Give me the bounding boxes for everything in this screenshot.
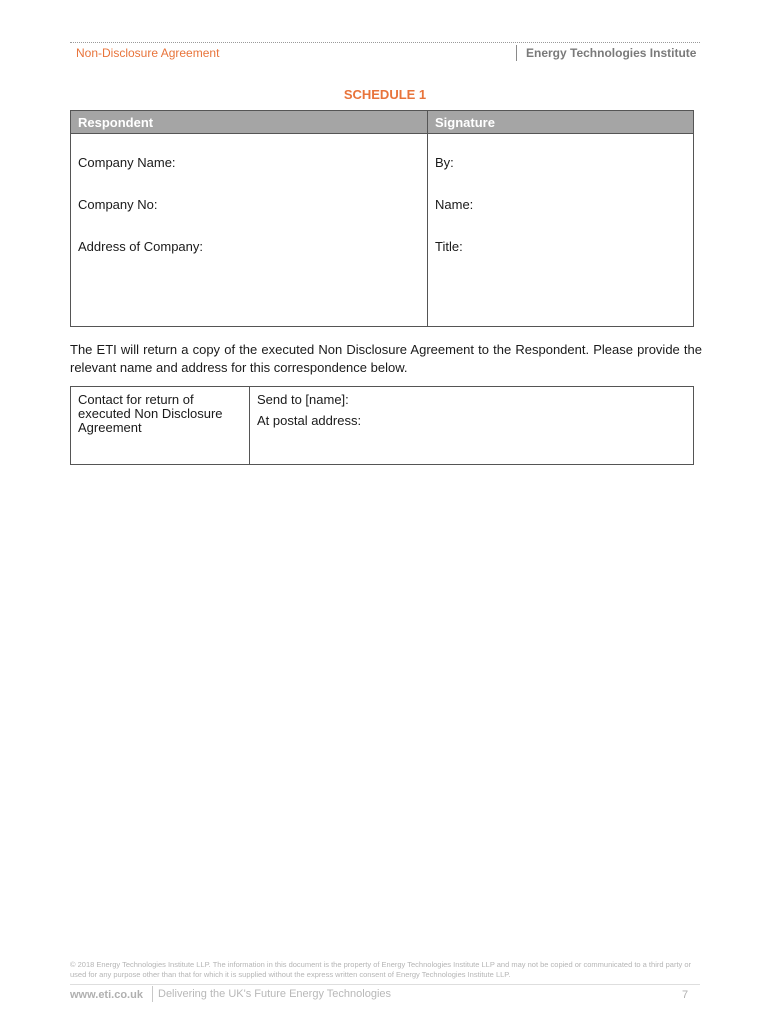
respondent-header: Respondent <box>71 111 428 134</box>
title-field[interactable]: Title: <box>435 239 463 254</box>
signature-header: Signature <box>428 111 694 134</box>
signature-cell <box>428 134 694 327</box>
document-title: Non-Disclosure Agreement <box>76 46 220 60</box>
send-to-name-field[interactable]: Send to [name]: <box>257 392 349 407</box>
website-link[interactable]: www.eti.co.uk <box>70 989 143 1001</box>
company-no-field[interactable]: Company No: <box>78 197 158 212</box>
return-instructions: The ETI will return a copy of the executed Non Disclosure Agreement to the Respondent. Please provide the relevant name and address for this correspondence below. <box>70 342 702 375</box>
company-address-field[interactable]: Address of Company: <box>78 239 204 254</box>
table-header-row <box>71 111 694 134</box>
respondent-cell <box>71 134 428 327</box>
header-rule <box>70 42 700 43</box>
schedule-title: SCHEDULE 1 <box>343 87 427 102</box>
contact-table <box>70 386 694 465</box>
footer-tagline: Delivering the UK's Future Energy Technologies <box>152 986 391 1002</box>
company-name-field[interactable]: Company Name: <box>78 155 176 170</box>
page-number: 7 <box>682 989 689 1001</box>
organization-name: Energy Technologies Institute <box>516 45 696 61</box>
copyright-notice: © 2018 Energy Technologies Institute LLP. The information in this document is the property of Energy Technologies Institute LLP and may not be copied or communicated to a third party or used for any purpose other than that for which it is supplied without the express written consent of Energy Technologies Institute LLP. <box>70 960 692 979</box>
table-row <box>71 134 694 327</box>
postal-address-field[interactable]: At postal address: <box>257 413 362 428</box>
name-field[interactable]: Name: <box>435 197 474 212</box>
contact-label: Contact for return of executed Non Disclosure Agreement <box>71 387 250 465</box>
table-row <box>71 387 694 465</box>
respondent-signature-table <box>70 110 694 327</box>
footer-rule <box>70 984 700 985</box>
contact-fields-cell <box>250 387 694 465</box>
by-field[interactable]: By: <box>435 155 454 170</box>
